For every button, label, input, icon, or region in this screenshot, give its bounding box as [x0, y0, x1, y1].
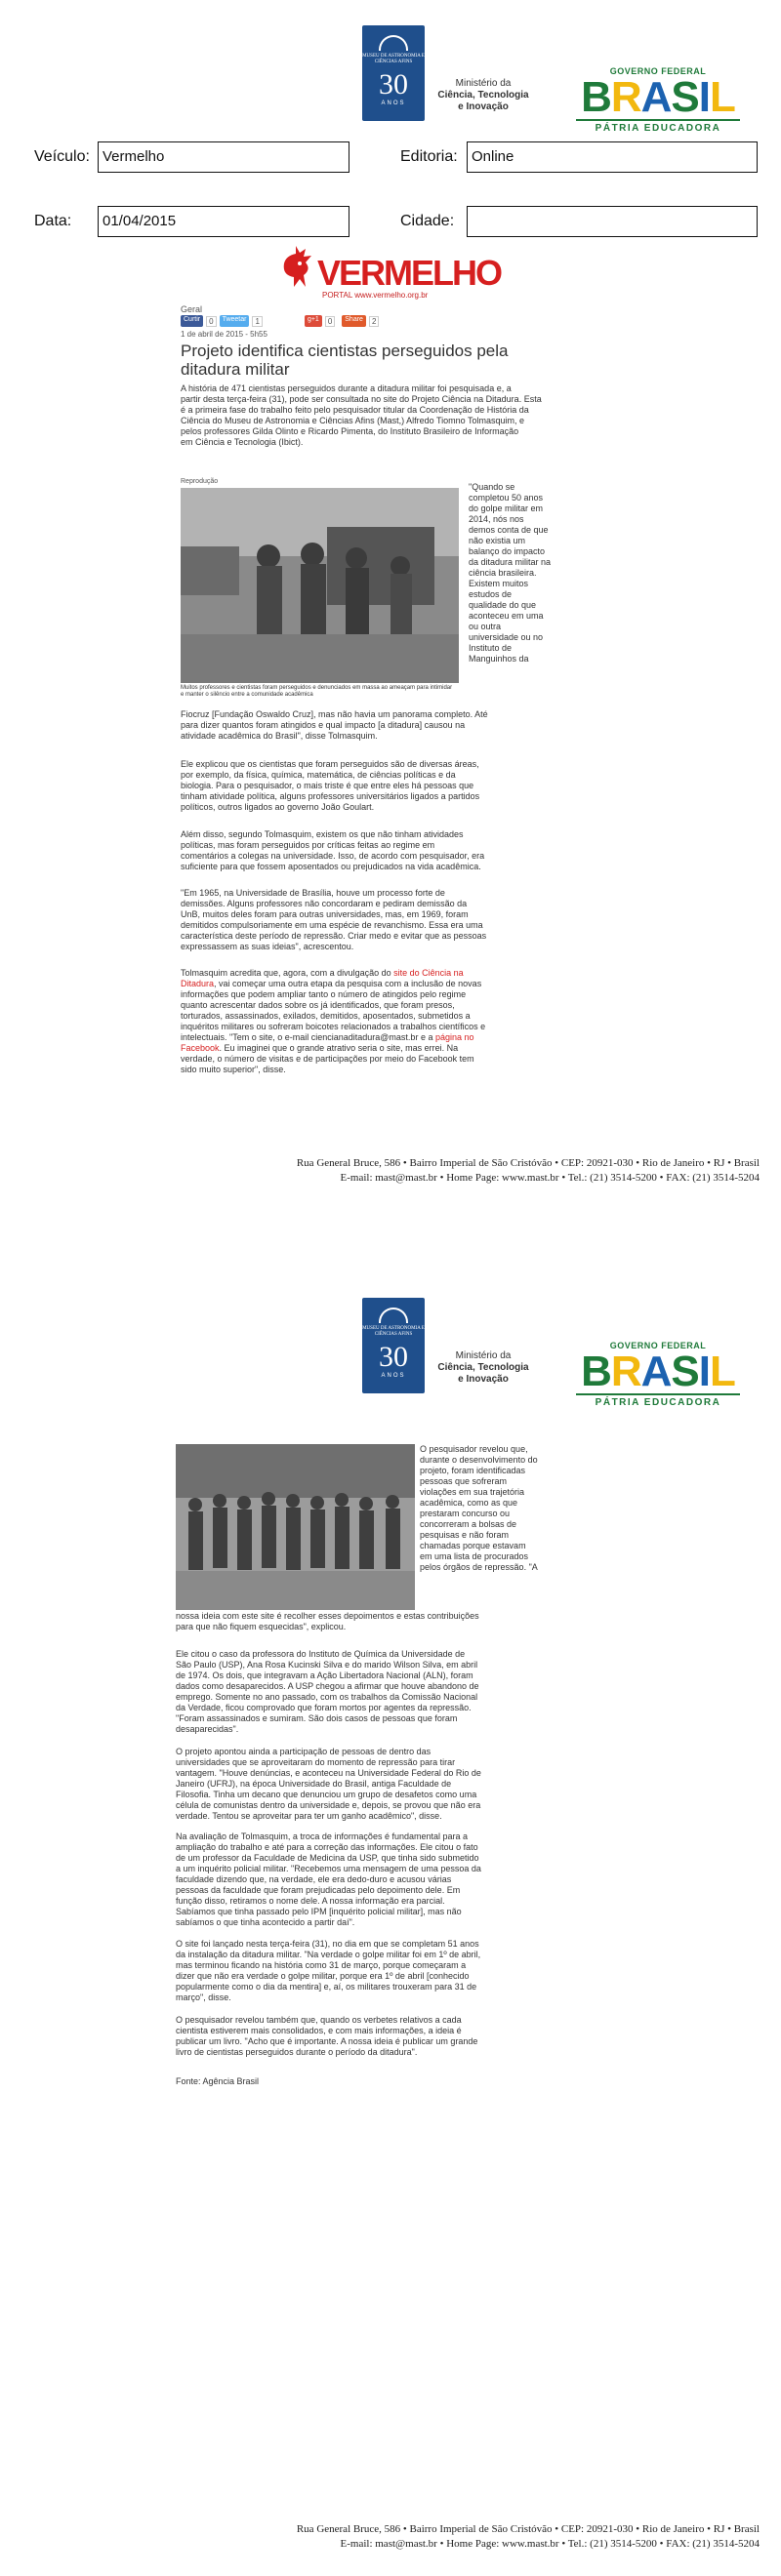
quote-column: "Quando se completou 50 anos do golpe militar em 2014, nós nos demos conta de que não existia um balanço do impacto da ditadura militar na ciência brasileira. Existem muitos estudos de qualidade do que aconteceu em uma ou outra universidade ou no Instituto de Manguinhos da: [469, 482, 552, 664]
tweet-button[interactable]: Tweetar: [220, 315, 250, 327]
ministry-name-2: Ministério da Ciência, Tecnologia e Inovação: [437, 1350, 529, 1385]
like-count: 0: [206, 316, 216, 327]
col2-intro: O pesquisador revelou que, durante o desenvolvimento do projeto, foram identificadas pessoas que sofreram violações em sua trajetória acadêmica, como as que prestaram concurso ou concorreram a bolsas de pesquisas e não foram chamadas porque estavam em uma lista de procurados pelos órgãos de repressão. "A: [420, 1444, 538, 1572]
vermelho-rooster-icon: [276, 244, 315, 294]
share-bar: [181, 315, 379, 327]
paragraph-5: Tolmasquim acredita que, agora, com a divulgação do site do Ciência na Ditadura, vai começar uma outra etapa da pesquisa com a inclusão de novas informações que podem ampliar tanto o número de atingidos pelo regime quanto acrescentar dados sobre os já identificados, que foram presos, torturados, assassinados, exilados, demitidos, aposentados, submetidos a inquéritos militares ou sofreram boicotes relacionados a trabalhos científicos e intelectuais. "Tem o site, o e-mail ciencianaditadura@mast.br e a página no Facebook. Eu imaginei que o grande atrativo seria o site, mas errei. Na verdade, o número de visitas e de participações por meio do Facebook tem sido muito superior", disse.: [181, 968, 486, 1074]
observatory-dome-icon: [379, 35, 408, 51]
tweet-count: 1: [252, 316, 262, 327]
paragraph-8: Na avaliação de Tolmasquim, a troca de informações é fundamental para a ampliação do trabalho e até para a correção das informações. Ele citou o fato de um professor da Faculdade de Medicina da USP, que tinha sido submetido a um inquérito policial militar. "Recebemos uma mensagem de uma pessoa da faculdade dizendo que, na verdade, ele era dedo-duro e acusou várias pessoas da faculdade que foram prejudicadas pelo depoimento dele. Em função disso, retiramos o nome dele. A nossa informação era parcial. Sabíamos que tinha passado pelo IPM [inquérito policial militar], mas não sabíamos o que tinha acontecido a partir daí".: [176, 1831, 481, 1927]
facebook-like-button[interactable]: Curtir: [181, 315, 203, 327]
footer: Rua General Bruce, 586 • Bairro Imperial de São Cristóvão • CEP: 20921-030 • Rio de Janeiro • RJ • Brasil E-mail: mast@mast.br • Home Page: www.mast.br • Tel.: (21) 3514-5200 • FAX: (21) 3514-5204: [296, 1157, 760, 1184]
data-field[interactable]: 01/04/2015: [98, 206, 349, 237]
group-photo: [176, 1444, 415, 1610]
facebook-page-link[interactable]: página no: [434, 1032, 474, 1042]
article-date: 1 de abril de 2015 - 5h55: [181, 330, 267, 339]
editoria-label: Editoria:: [400, 148, 458, 165]
mast-logo-2: MUSEU DE ASTRONOMIA E CIÊNCIAS AFINS 30 ANOS: [362, 1298, 425, 1393]
photo-caption: Muitos professores e cientistas foram perseguidos e denunciados em massa ao ameaçam para intimidar e manter o silêncio entre a comunidade acadêmica: [181, 685, 453, 698]
article-lead: A história de 471 cientistas perseguidos durante a ditadura militar foi pesquisada e, a partir desta terça-feira (31), pode ser consultada no site do Projeto Ciência na Ditadura. Esta é a primeira fase do trabalho feito pelo pesquisador titular da Coordenação de História da Ciência do Museu de Astronomia e Ciências Afins (Mast,) Alfredo Tiomno Tolmasquim, e pelos professores Gilda Olinto e Ricardo Pimenta, do Instituto Brasileiro de Informação em Ciência e Tecnologia (Ibict).: [181, 383, 542, 447]
editoria-field[interactable]: Online: [467, 141, 758, 173]
cidade-label: Cidade:: [400, 213, 455, 229]
data-label: Data:: [34, 213, 72, 229]
facebook-link[interactable]: Facebook: [181, 1043, 220, 1053]
google-plus-button[interactable]: g+1: [305, 315, 322, 327]
observatory-dome-icon-2: [379, 1308, 408, 1323]
gplus-count: 0: [325, 316, 335, 327]
paragraph-9: O site foi lançado nesta terça-feira (31), no dia em que se completam 51 anos da instalação da ditadura militar. "Na verdade o golpe militar foi em 1º de abril, mas terminou ficando na história como 31 de março, porque começaram a dizer que não era verdade o golpe militar, porque era 1º de abril [conhecido popularmente como o dia da mentira] e, aí, os militares trouxeram para 31 de março", disse.: [176, 1939, 481, 2002]
share-button[interactable]: Share: [342, 315, 366, 327]
article-title: Projeto identifica cientistas perseguidos pela ditadura militar: [181, 342, 509, 379]
source-credit: Fonte: Agência Brasil: [176, 2076, 260, 2086]
site-link[interactable]: site do Ciência na: [393, 968, 464, 978]
cidade-field[interactable]: [467, 206, 758, 237]
paragraph-2: Ele explicou que os cientistas que foram perseguidos são de diversas áreas, por exemplo, da física, química, matemática, de ciências políticas e da biologia. Para o pesquisador, o mais triste é que entre eles há pessoas que tinham atividade política, alguns professores universitários ligados a partidos políticos, outros ligados ao governo João Goulart.: [181, 759, 480, 812]
col2-intro-full: nossa ideia com este site é recolher esses depoimentos e estas contribuições para que não fiquem esquecidas", explicou.: [176, 1611, 479, 1631]
ministry-name: Ministério da Ciência, Tecnologia e Inovação: [437, 78, 529, 112]
paragraph-7: O projeto apontou ainda a participação de pessoas de dentro das universidades que se aproveitaram do momento de repressão para tirar vantagem. "Houve denúncias, e aconteceu na Universidade Federal do Rio de Janeiro (UFRJ), na época Universidade do Brasil, antiga Faculdade de Filosofia. Tinha um decano que denunciou um grupo de desafetos como uma célula de comunistas dentro da universidade e, depois, se provou que não era verdade. Tentou se aproveitar para ter um ganho acadêmico", disse.: [176, 1747, 481, 1821]
veiculo-label: Veículo:: [34, 148, 90, 165]
vermelho-portal: PORTAL www.vermelho.org.br: [322, 291, 429, 300]
governo-federal-logo: GOVERNO FEDERAL BRASIL PÁTRIA EDUCADORA: [576, 66, 740, 134]
site-link-2[interactable]: Ditadura: [181, 979, 215, 988]
soldiers-photo: [181, 488, 459, 683]
veiculo-field[interactable]: Vermelho: [98, 141, 349, 173]
paragraph-10: O pesquisador revelou também que, quando os verbetes relativos a cada cientista estiverem mais consolidados, e com mais informações, a ideia é publicar um livro. "Acho que é importante. A nossa ideia é publicar um grande livro de cientistas perseguidos durante o período da ditadura".: [176, 2015, 478, 2057]
paragraph-6: Ele citou o caso da professora do Instituto de Química da Universidade de São Paulo (USP), Ana Rosa Kucinski Silva e do marido Wilson Silva, em abril de 1974. Os dois, que integravam a Ação Libertadora Nacional (ALN), foram dados como desaparecidos. A USP chegou a afirmar que houve abandono de emprego. Somente no ano passado, com os trabalhos da Comissão Nacional da Verdade, ficou comprovado que foram mortos por agentes da repressão. "Foram assassinados e sumiram. São dois casos de pessoas que foram desaparecidas".: [176, 1649, 479, 1734]
governo-federal-logo-2: GOVERNO FEDERAL BRASIL PÁTRIA EDUCADORA: [576, 1341, 740, 1408]
footer-2: Rua General Bruce, 586 • Bairro Imperial de São Cristóvão • CEP: 20921-030 • Rio de Janeiro • RJ • Brasil E-mail: mast@mast.br • Home Page: www.mast.br • Tel.: (21) 3514-5200 • FAX: (21) 3514-5204: [296, 2523, 760, 2550]
section-label: Geral: [181, 304, 203, 314]
paragraph-4: "Em 1965, na Universidade de Brasília, houve um processo forte de demissões. Alguns professores não concordaram e pediram demissão da UnB, muitos deles foram para outras universidades, mas, em 1969, foram demitidos compulsoriamente em uma espécie de revanchismo. Essa era uma característica deste período de repressão. Criar medo e evitar que as pessoas expressassem as suas ideias", acrescentou.: [181, 888, 487, 951]
quote-full: Fiocruz [Fundação Oswaldo Cruz], mas não havia um panorama completo. Até para dizer quantos foram atingidos e qual impacto [a ditadura] causou na atividade acadêmica do Brasil", disse Tolmasquim.: [181, 709, 488, 741]
mast-logo: MUSEU DE ASTRONOMIA E CIÊNCIAS AFINS 30 ANOS: [362, 25, 425, 121]
photo-credit: Reprodução: [181, 478, 219, 485]
paragraph-3: Além disso, segundo Tolmasquim, existem os que não tinham atividades políticas, mas foram perseguidos por críticas feitas ao regime em comentários a colegas na universidade. Isso, de acordo com pesquisador, era suficiente para que fossem aposentados ou prejudicados na vida acadêmica.: [181, 829, 485, 871]
brasil-wordmark-2: BRASIL: [581, 1348, 735, 1395]
share-count: 2: [369, 316, 379, 327]
vermelho-logo: VERMELHO: [317, 253, 502, 293]
quote-continued: [181, 666, 610, 677]
brasil-wordmark: BRASIL: [581, 73, 735, 121]
